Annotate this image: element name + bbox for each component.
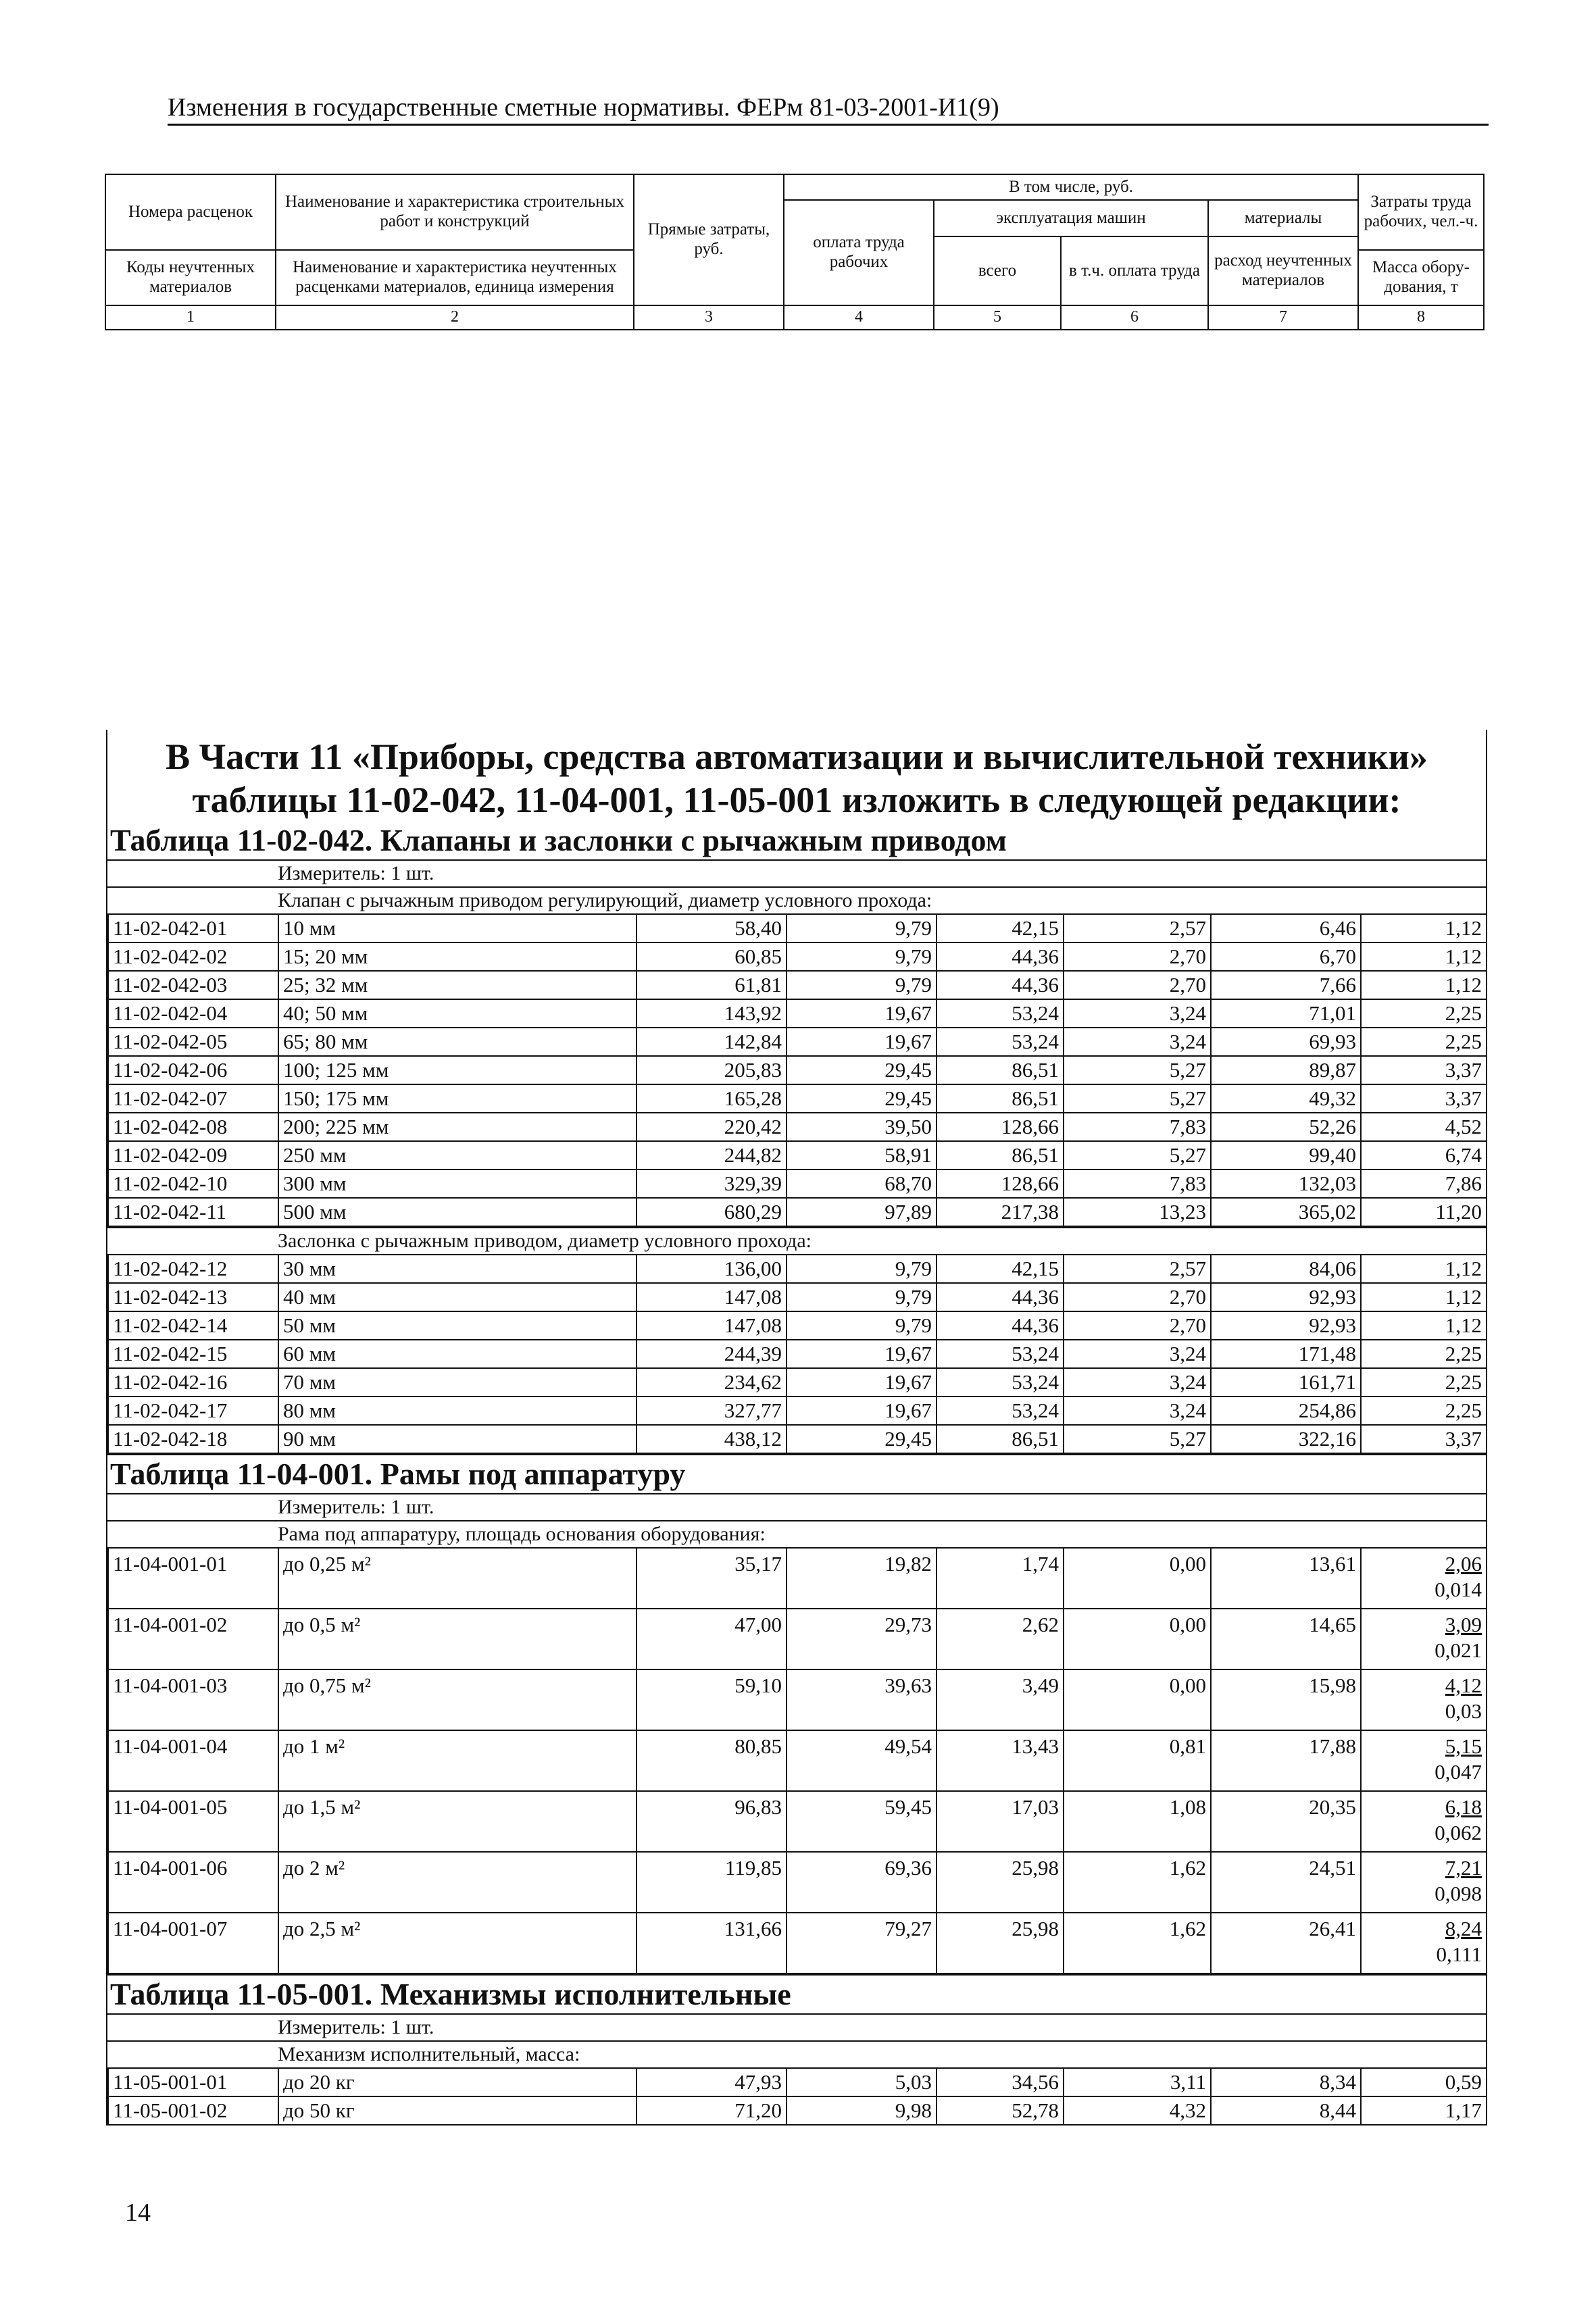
rates-table-11-04-001 — [107, 1547, 1487, 1974]
hdr-machines-total: всего — [934, 236, 1061, 305]
materials-cost: 69,93 — [1211, 1028, 1361, 1056]
worker-pay: 19,67 — [787, 1340, 937, 1368]
worker-pay: 9,79 — [787, 1283, 937, 1311]
machine-labor-pay: 1,62 — [1064, 1852, 1211, 1913]
machine-labor-pay: 2,70 — [1064, 971, 1211, 999]
worker-pay: 9,79 — [787, 942, 937, 971]
machine-labor-pay: 7,83 — [1064, 1169, 1211, 1198]
table-row — [108, 1283, 1487, 1311]
rate-code: 11-04-001-07 — [108, 1913, 278, 1973]
table-row — [108, 1198, 1487, 1226]
work-description: до 1,5 м² — [278, 1791, 637, 1852]
machine-costs: 44,36 — [937, 1311, 1064, 1340]
labor-hours-value: 8,24 — [1445, 1917, 1482, 1940]
materials-cost: 52,26 — [1211, 1113, 1361, 1141]
materials-cost: 71,01 — [1211, 999, 1361, 1028]
machine-labor-pay: 2,70 — [1064, 942, 1211, 971]
materials-cost: 26,41 — [1211, 1913, 1361, 1973]
direct-costs: 96,83 — [637, 1791, 787, 1852]
labor-hours: 2,25 — [1361, 1397, 1487, 1425]
machine-labor-pay: 0,81 — [1064, 1730, 1211, 1791]
running-header: Изменения в государственные сметные нормативы. ФЕРм 81-03-2001-И1(9) — [168, 91, 1489, 126]
table-row — [108, 942, 1487, 971]
equipment-mass-value: 0,098 — [1435, 1882, 1482, 1905]
worker-pay: 29,73 — [787, 1609, 937, 1669]
work-description: до 2,5 м² — [278, 1913, 637, 1973]
rate-code: 11-05-001-01 — [108, 2068, 278, 2096]
machine-costs: 128,66 — [937, 1113, 1064, 1141]
table-row — [108, 2068, 1487, 2096]
machine-costs: 1,74 — [937, 1548, 1064, 1609]
materials-cost: 7,66 — [1211, 971, 1361, 999]
machine-labor-pay: 3,11 — [1064, 2068, 1211, 2096]
direct-costs: 80,85 — [637, 1730, 787, 1791]
rate-code: 11-02-042-09 — [108, 1141, 278, 1169]
labor-hours: 1,12 — [1361, 942, 1487, 971]
machine-labor-pay: 3,24 — [1064, 1368, 1211, 1397]
materials-cost: 20,35 — [1211, 1791, 1361, 1852]
table-row — [108, 1368, 1487, 1397]
direct-costs: 165,28 — [637, 1084, 787, 1113]
hdr-equipment-mass: Масса обору- дования, т — [1358, 250, 1484, 305]
worker-pay: 19,82 — [787, 1548, 937, 1609]
labor-hours: 1,12 — [1361, 971, 1487, 999]
rates-table-11-05-001 — [107, 2067, 1487, 2126]
equipment-mass-value: 0,03 — [1445, 1699, 1482, 1723]
direct-costs: 680,29 — [637, 1198, 787, 1226]
subgroup-heading: Механизм исполнительный, масса: — [107, 2040, 1486, 2067]
materials-cost: 92,93 — [1211, 1311, 1361, 1340]
worker-pay: 97,89 — [787, 1198, 937, 1226]
hdr-work-name: Наименование и характеристика строительных работ и конструкций — [276, 174, 634, 250]
direct-costs: 329,39 — [637, 1169, 787, 1198]
labor-hours — [1361, 1669, 1487, 1730]
work-description: 40; 50 мм — [278, 999, 637, 1028]
hdr-worker-pay: оплата труда рабочих — [784, 200, 934, 305]
unit-of-measure: Измеритель: 1 шт. — [107, 2013, 1486, 2040]
labor-hours — [1361, 1913, 1487, 1973]
machine-labor-pay: 5,27 — [1064, 1084, 1211, 1113]
work-description: 200; 225 мм — [278, 1113, 637, 1141]
labor-hours — [1361, 1548, 1487, 1609]
labor-hours: 3,37 — [1361, 1425, 1487, 1453]
machine-labor-pay: 0,00 — [1064, 1609, 1211, 1669]
direct-costs: 147,08 — [637, 1283, 787, 1311]
direct-costs: 142,84 — [637, 1028, 787, 1056]
rate-code: 11-02-042-13 — [108, 1283, 278, 1311]
labor-hours — [1361, 1852, 1487, 1913]
materials-cost: 322,16 — [1211, 1425, 1361, 1453]
direct-costs: 60,85 — [637, 942, 787, 971]
work-description: 150; 175 мм — [278, 1084, 637, 1113]
work-description: до 0,25 м² — [278, 1548, 637, 1609]
worker-pay: 58,91 — [787, 1141, 937, 1169]
machine-costs: 42,15 — [937, 1255, 1064, 1283]
direct-costs: 131,66 — [637, 1913, 787, 1973]
table-row — [108, 2096, 1487, 2125]
machine-labor-pay: 4,32 — [1064, 2096, 1211, 2125]
subgroup-heading: Заслонка с рычажным приводом, диаметр условного прохода: — [107, 1227, 1486, 1254]
page-number: 14 — [125, 2198, 151, 2227]
hdr-direct-costs: Прямые затраты, руб. — [634, 174, 784, 305]
rate-code: 11-04-001-04 — [108, 1730, 278, 1791]
unit-of-measure: Измеритель: 1 шт. — [107, 1493, 1486, 1520]
column-header-table — [105, 174, 1485, 330]
labor-hours: 1,12 — [1361, 1255, 1487, 1283]
machine-costs: 217,38 — [937, 1198, 1064, 1226]
worker-pay: 5,03 — [787, 2068, 937, 2096]
table-row — [108, 1913, 1487, 1973]
direct-costs: 47,93 — [637, 2068, 787, 2096]
rates-table-11-02-042-dampers — [107, 1254, 1487, 1454]
equipment-mass-value: 0,047 — [1435, 1760, 1482, 1784]
equipment-mass-value: 0,014 — [1435, 1578, 1482, 1601]
rate-code: 11-02-042-11 — [108, 1198, 278, 1226]
materials-cost: 92,93 — [1211, 1283, 1361, 1311]
direct-costs: 119,85 — [637, 1852, 787, 1913]
labor-hours-value: 4,12 — [1445, 1674, 1482, 1697]
rate-code: 11-02-042-10 — [108, 1169, 278, 1198]
direct-costs: 71,20 — [637, 2096, 787, 2125]
worker-pay: 39,50 — [787, 1113, 937, 1141]
worker-pay: 29,45 — [787, 1084, 937, 1113]
machine-costs: 2,62 — [937, 1609, 1064, 1669]
work-description: до 20 кг — [278, 2068, 637, 2096]
materials-cost: 171,48 — [1211, 1340, 1361, 1368]
rate-code: 11-04-001-05 — [108, 1791, 278, 1852]
direct-costs: 143,92 — [637, 999, 787, 1028]
equipment-mass-value: 0,062 — [1435, 1821, 1482, 1844]
col-number: 3 — [634, 305, 784, 330]
labor-hours-value: 5,15 — [1445, 1734, 1482, 1758]
work-description: 100; 125 мм — [278, 1056, 637, 1084]
machine-costs: 44,36 — [937, 1283, 1064, 1311]
materials-cost: 89,87 — [1211, 1056, 1361, 1084]
col-number: 7 — [1208, 305, 1358, 330]
machine-costs: 128,66 — [937, 1169, 1064, 1198]
machine-labor-pay: 5,27 — [1064, 1141, 1211, 1169]
machine-labor-pay: 3,24 — [1064, 1397, 1211, 1425]
labor-hours: 2,25 — [1361, 1340, 1487, 1368]
table-row — [108, 1340, 1487, 1368]
direct-costs: 59,10 — [637, 1669, 787, 1730]
rate-code: 11-02-042-01 — [108, 914, 278, 942]
machine-labor-pay: 2,57 — [1064, 914, 1211, 942]
machine-costs: 44,36 — [937, 971, 1064, 999]
hdr-codes: Номера расценок — [105, 174, 276, 250]
machine-costs: 42,15 — [937, 914, 1064, 942]
labor-hours: 1,12 — [1361, 1311, 1487, 1340]
rate-code: 11-02-042-06 — [108, 1056, 278, 1084]
section-title-11-05-001: Таблица 11-05-001. Механизмы исполнительные — [107, 1974, 1486, 2013]
work-description: 40 мм — [278, 1283, 637, 1311]
table-row — [108, 1169, 1487, 1198]
machine-costs: 53,24 — [937, 999, 1064, 1028]
intro-heading: В Части 11 «Приборы, средства автоматизации и вычислительной техники» таблицы 11-02-042, 11-04-001, 11-05-001 изложить в следующей редакции: — [166, 736, 1428, 820]
direct-costs: 205,83 — [637, 1056, 787, 1084]
direct-costs: 58,40 — [637, 914, 787, 942]
rate-code: 11-02-042-14 — [108, 1311, 278, 1340]
work-description: 50 мм — [278, 1311, 637, 1340]
worker-pay: 59,45 — [787, 1791, 937, 1852]
materials-cost: 13,61 — [1211, 1548, 1361, 1609]
labor-hours: 11,20 — [1361, 1198, 1487, 1226]
table-row — [108, 971, 1487, 999]
labor-hours: 2,25 — [1361, 1028, 1487, 1056]
rate-code: 11-05-001-02 — [108, 2096, 278, 2125]
machine-labor-pay: 3,24 — [1064, 1028, 1211, 1056]
work-description: 10 мм — [278, 914, 637, 942]
table-row — [108, 1056, 1487, 1084]
labor-hours: 3,37 — [1361, 1084, 1487, 1113]
table-row — [108, 1425, 1487, 1453]
labor-hours — [1361, 1791, 1487, 1852]
machine-costs: 86,51 — [937, 1425, 1064, 1453]
hdr-materials: материалы — [1208, 200, 1358, 236]
machine-labor-pay: 1,08 — [1064, 1791, 1211, 1852]
worker-pay: 9,79 — [787, 1255, 937, 1283]
rate-code: 11-02-042-12 — [108, 1255, 278, 1283]
hdr-material-name: Наименование и характеристика неучтенных расценками материалов, единица измерения — [276, 250, 634, 305]
direct-costs: 47,00 — [637, 1609, 787, 1669]
labor-hours: 4,52 — [1361, 1113, 1487, 1141]
subgroup-heading: Рама под аппаратуру, площадь основания оборудования: — [107, 1520, 1486, 1547]
labor-hours: 2,25 — [1361, 999, 1487, 1028]
labor-hours: 1,17 — [1361, 2096, 1487, 2125]
materials-cost: 99,40 — [1211, 1141, 1361, 1169]
worker-pay: 9,79 — [787, 914, 937, 942]
hdr-machines-labor: в т.ч. оплата труда — [1061, 236, 1208, 305]
worker-pay: 29,45 — [787, 1056, 937, 1084]
table-row — [108, 1397, 1487, 1425]
col-number: 8 — [1358, 305, 1484, 330]
labor-hours-value: 2,06 — [1445, 1552, 1482, 1576]
section-title-11-02-042: Таблица 11-02-042. Клапаны и заслонки с рычажным приводом — [110, 823, 1007, 857]
materials-cost: 254,86 — [1211, 1397, 1361, 1425]
machine-labor-pay: 5,27 — [1064, 1056, 1211, 1084]
worker-pay: 19,67 — [787, 1028, 937, 1056]
rate-code: 11-02-042-18 — [108, 1425, 278, 1453]
col-number: 4 — [784, 305, 934, 330]
table-row — [108, 1730, 1487, 1791]
machine-costs: 53,24 — [937, 1397, 1064, 1425]
work-description: до 0,75 м² — [278, 1669, 637, 1730]
table-row — [108, 914, 1487, 942]
work-description: 15; 20 мм — [278, 942, 637, 971]
labor-hours: 2,25 — [1361, 1368, 1487, 1397]
table-row — [108, 1255, 1487, 1283]
direct-costs: 244,82 — [637, 1141, 787, 1169]
machine-labor-pay: 2,70 — [1064, 1311, 1211, 1340]
table-row — [108, 1028, 1487, 1056]
materials-cost: 132,03 — [1211, 1169, 1361, 1198]
machine-labor-pay: 3,24 — [1064, 1340, 1211, 1368]
materials-cost: 14,65 — [1211, 1609, 1361, 1669]
machine-labor-pay: 0,00 — [1064, 1548, 1211, 1609]
labor-hours — [1361, 1609, 1487, 1669]
table-row — [108, 1669, 1487, 1730]
table-row — [108, 1852, 1487, 1913]
worker-pay: 9,98 — [787, 2096, 937, 2125]
table-row — [108, 1141, 1487, 1169]
labor-hours-value: 7,21 — [1445, 1856, 1482, 1880]
content-block — [106, 730, 1487, 2126]
col-number: 2 — [276, 305, 634, 330]
machine-labor-pay: 2,57 — [1064, 1255, 1211, 1283]
rate-code: 11-04-001-01 — [108, 1548, 278, 1609]
rate-code: 11-02-042-16 — [108, 1368, 278, 1397]
direct-costs: 327,77 — [637, 1397, 787, 1425]
work-description: 60 мм — [278, 1340, 637, 1368]
rate-code: 11-02-042-08 — [108, 1113, 278, 1141]
worker-pay: 69,36 — [787, 1852, 937, 1913]
table-row — [108, 1084, 1487, 1113]
machine-costs: 53,24 — [937, 1028, 1064, 1056]
machine-labor-pay: 13,23 — [1064, 1198, 1211, 1226]
rate-code: 11-04-001-02 — [108, 1609, 278, 1669]
machine-labor-pay: 1,62 — [1064, 1913, 1211, 1973]
materials-cost: 8,34 — [1211, 2068, 1361, 2096]
direct-costs: 147,08 — [637, 1311, 787, 1340]
table-row — [108, 1113, 1487, 1141]
hdr-machines: эксплуатация машин — [934, 200, 1208, 236]
materials-cost: 161,71 — [1211, 1368, 1361, 1397]
equipment-mass-value: 0,021 — [1435, 1638, 1482, 1662]
machine-labor-pay: 3,24 — [1064, 999, 1211, 1028]
materials-cost: 6,46 — [1211, 914, 1361, 942]
rate-code: 11-02-042-15 — [108, 1340, 278, 1368]
machine-labor-pay: 0,00 — [1064, 1669, 1211, 1730]
table-row — [108, 1791, 1487, 1852]
direct-costs: 61,81 — [637, 971, 787, 999]
col-number: 1 — [105, 305, 276, 330]
rate-code: 11-02-042-04 — [108, 999, 278, 1028]
machine-labor-pay: 5,27 — [1064, 1425, 1211, 1453]
worker-pay: 19,67 — [787, 1368, 937, 1397]
direct-costs: 220,42 — [637, 1113, 787, 1141]
rates-table-11-02-042-valves — [107, 913, 1487, 1227]
worker-pay: 68,70 — [787, 1169, 937, 1198]
materials-cost: 24,51 — [1211, 1852, 1361, 1913]
work-description: 80 мм — [278, 1397, 637, 1425]
rate-code: 11-02-042-17 — [108, 1397, 278, 1425]
machine-costs: 53,24 — [937, 1368, 1064, 1397]
table-row — [108, 999, 1487, 1028]
worker-pay: 9,79 — [787, 1311, 937, 1340]
work-description: до 2 м² — [278, 1852, 637, 1913]
direct-costs: 35,17 — [637, 1548, 787, 1609]
labor-hours-value: 6,18 — [1445, 1795, 1482, 1819]
machine-costs: 25,98 — [937, 1913, 1064, 1973]
labor-hours: 7,86 — [1361, 1169, 1487, 1198]
materials-cost: 15,98 — [1211, 1669, 1361, 1730]
labor-hours: 1,12 — [1361, 1283, 1487, 1311]
machine-labor-pay: 7,83 — [1064, 1113, 1211, 1141]
work-description: 70 мм — [278, 1368, 637, 1397]
labor-hours: 1,12 — [1361, 914, 1487, 942]
rate-code: 11-02-042-05 — [108, 1028, 278, 1056]
labor-hours: 0,59 — [1361, 2068, 1487, 2096]
col-number: 5 — [934, 305, 1061, 330]
materials-cost: 17,88 — [1211, 1730, 1361, 1791]
machine-costs: 25,98 — [937, 1852, 1064, 1913]
table-row — [108, 1548, 1487, 1609]
materials-cost: 365,02 — [1211, 1198, 1361, 1226]
hdr-including: В том числе, руб. — [784, 174, 1358, 200]
table-row — [108, 1311, 1487, 1340]
direct-costs: 136,00 — [637, 1255, 787, 1283]
direct-costs: 244,39 — [637, 1340, 787, 1368]
machine-costs: 34,56 — [937, 2068, 1064, 2096]
machine-costs: 53,24 — [937, 1340, 1064, 1368]
section-title-11-04-001: Таблица 11-04-001. Рамы под аппаратуру — [107, 1454, 1486, 1493]
work-description: до 0,5 м² — [278, 1609, 637, 1669]
work-description: 90 мм — [278, 1425, 637, 1453]
table-row — [108, 1609, 1487, 1669]
work-description: 250 мм — [278, 1141, 637, 1169]
machine-costs: 86,51 — [937, 1056, 1064, 1084]
rate-code: 11-02-042-07 — [108, 1084, 278, 1113]
rate-code: 11-04-001-03 — [108, 1669, 278, 1730]
subgroup-heading: Клапан с рычажным приводом регулирующий, диаметр условного прохода: — [107, 886, 1486, 913]
machine-costs: 86,51 — [937, 1141, 1064, 1169]
hdr-material-usage: расход неучтенных материалов — [1208, 236, 1358, 305]
hdr-material-codes: Коды неучтенных материалов — [105, 250, 276, 305]
machine-costs: 44,36 — [937, 942, 1064, 971]
rate-code: 11-02-042-02 — [108, 942, 278, 971]
labor-hours — [1361, 1730, 1487, 1791]
materials-cost: 49,32 — [1211, 1084, 1361, 1113]
work-description: до 50 кг — [278, 2096, 637, 2125]
machine-costs: 13,43 — [937, 1730, 1064, 1791]
materials-cost: 84,06 — [1211, 1255, 1361, 1283]
labor-hours: 6,74 — [1361, 1141, 1487, 1169]
materials-cost: 8,44 — [1211, 2096, 1361, 2125]
worker-pay: 19,67 — [787, 999, 937, 1028]
machine-labor-pay: 2,70 — [1064, 1283, 1211, 1311]
equipment-mass-value: 0,111 — [1436, 1942, 1482, 1966]
unit-of-measure: Измеритель: 1 шт. — [107, 859, 1486, 886]
labor-hours-value: 3,09 — [1445, 1613, 1482, 1636]
work-description: 300 мм — [278, 1169, 637, 1198]
hdr-labor-hours: Затраты труда рабочих, чел.-ч. — [1358, 174, 1484, 250]
work-description: 500 мм — [278, 1198, 637, 1226]
work-description: 30 мм — [278, 1255, 637, 1283]
labor-hours: 3,37 — [1361, 1056, 1487, 1084]
direct-costs: 438,12 — [637, 1425, 787, 1453]
machine-costs: 86,51 — [937, 1084, 1064, 1113]
worker-pay: 79,27 — [787, 1913, 937, 1973]
col-number: 6 — [1061, 305, 1208, 330]
work-description: до 1 м² — [278, 1730, 637, 1791]
worker-pay: 19,67 — [787, 1397, 937, 1425]
materials-cost: 6,70 — [1211, 942, 1361, 971]
direct-costs: 234,62 — [637, 1368, 787, 1397]
worker-pay: 39,63 — [787, 1669, 937, 1730]
machine-costs: 17,03 — [937, 1791, 1064, 1852]
work-description: 25; 32 мм — [278, 971, 637, 999]
rate-code: 11-04-001-06 — [108, 1852, 278, 1913]
rate-code: 11-02-042-03 — [108, 971, 278, 999]
machine-costs: 3,49 — [937, 1669, 1064, 1730]
work-description: 65; 80 мм — [278, 1028, 637, 1056]
machine-costs: 52,78 — [937, 2096, 1064, 2125]
worker-pay: 29,45 — [787, 1425, 937, 1453]
worker-pay: 9,79 — [787, 971, 937, 999]
worker-pay: 49,54 — [787, 1730, 937, 1791]
